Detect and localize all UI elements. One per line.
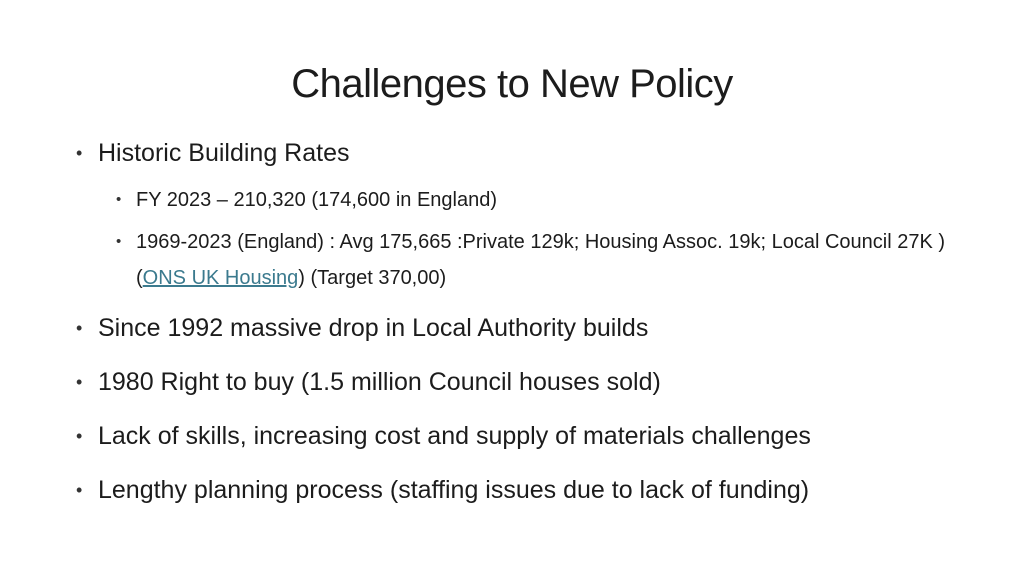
bullet-text: Since 1992 massive drop in Local Authority builds xyxy=(98,314,649,342)
bullet-icon: • xyxy=(116,191,122,208)
bullet-text: Lengthy planning process (staffing issues due to lack of funding) xyxy=(98,476,810,504)
bullet-item-planning-process xyxy=(76,473,809,507)
bullet-icon: • xyxy=(76,143,83,163)
sub-bullet-text xyxy=(116,224,946,296)
sub-bullet-item-fy2023 xyxy=(116,182,946,218)
bullet-item-local-authority xyxy=(76,311,648,345)
bullet-item-right-to-buy xyxy=(76,365,661,399)
bullet-item-lack-of-skills xyxy=(76,419,811,453)
bullet-icon: • xyxy=(116,233,122,250)
bullet-text: Historic Building Rates xyxy=(98,139,350,167)
sub-bullet-text-before: 1969-2023 (England) : Avg 175,665 :Private 129k; Housing Assoc. 19k; Local Council 27K ) ( xyxy=(136,231,946,289)
bullet-text: 1980 Right to buy (1.5 million Council houses sold) xyxy=(98,368,661,396)
bullet-icon: • xyxy=(76,318,83,338)
sub-bullet-item-1969-2023 xyxy=(116,224,946,296)
sub-bullet-text-after: ) (Target 370,00) xyxy=(298,267,447,289)
bullet-text: Lack of skills, increasing cost and supply of materials challenges xyxy=(98,422,811,450)
slide-title: Challenges to New Policy xyxy=(291,62,733,106)
bullet-item-historic-building-rates xyxy=(76,136,350,170)
bullet-icon: • xyxy=(76,480,83,500)
bullet-icon: • xyxy=(76,372,83,392)
bullet-icon: • xyxy=(76,426,83,446)
sub-bullet-text: FY 2023 – 210,320 (174,600 in England) xyxy=(136,189,498,211)
ons-uk-housing-link[interactable]: ONS UK Housing xyxy=(142,267,299,289)
